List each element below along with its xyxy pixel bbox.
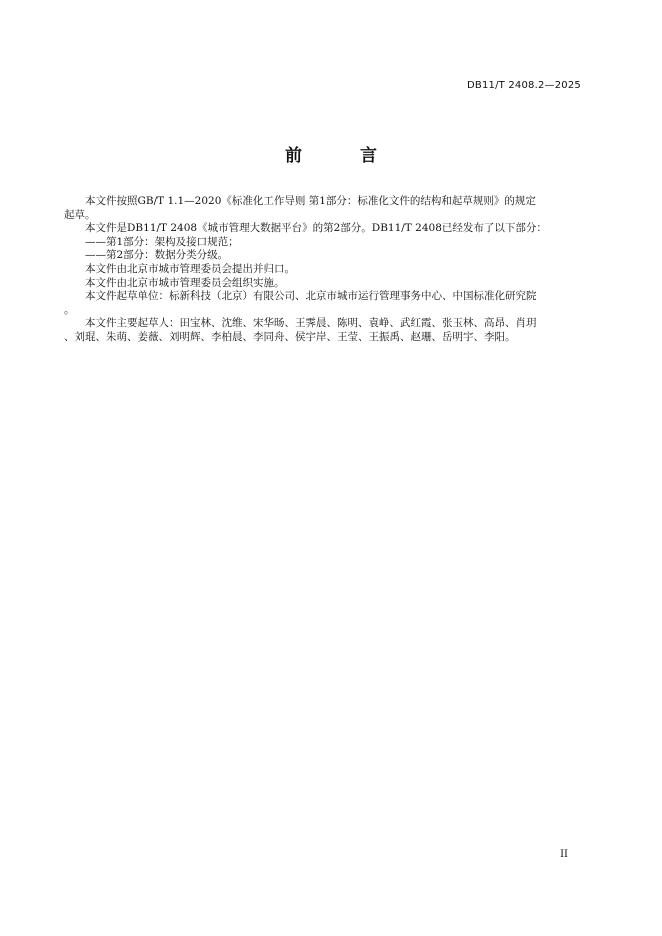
paragraph-drafting-rules: 本文件按照GB/T 1.1—2020《标准化工作导则 第1部分：标准化文件的结构和起草规则》的规定	[85, 195, 536, 207]
page-number: II	[560, 849, 568, 860]
paragraph-organized-by: 本文件由北京市城市管理委员会组织实施。	[85, 276, 285, 289]
paragraph-main-drafters-continued: 、刘琨、朱萌、姜薇、刘明辉、李柏晨、李同舟、侯宇岸、王莹、王振禹、赵珊、岳明宇、李阳。	[64, 330, 516, 343]
paragraph-drafting-units: 本文件起草单位：标新科技（北京）有限公司、北京市城市运行管理事务中心、中国标准化研究院	[85, 290, 537, 303]
foreword-body	[64, 195, 584, 345]
paragraph-drafting-rules-continued: 起草。	[64, 208, 96, 221]
paragraph-main-drafters: 本文件主要起草人：田宝林、沈维、宋华旸、王霁晨、陈明、袁峥、武红霞、张玉林、高昂、肖玥	[85, 317, 537, 330]
paragraph-drafting-units-continued: 。	[64, 303, 75, 316]
list-item-part-1: ——第1部分：架构及接口规范；	[85, 235, 239, 248]
paragraph-proposed-by: 本文件由北京市城市管理委员会提出并归口。	[85, 262, 295, 275]
list-item-part-2: ——第2部分：数据分类分级。	[85, 249, 229, 262]
document-code: DB11/T 2408.2—2025	[467, 80, 581, 91]
paragraph-series-part: 本文件是DB11/T 2408《城市管理大数据平台》的第2部分。DB11/T 2408已经发布了以下部分：	[85, 222, 547, 235]
page-title: 前 言	[285, 146, 403, 166]
